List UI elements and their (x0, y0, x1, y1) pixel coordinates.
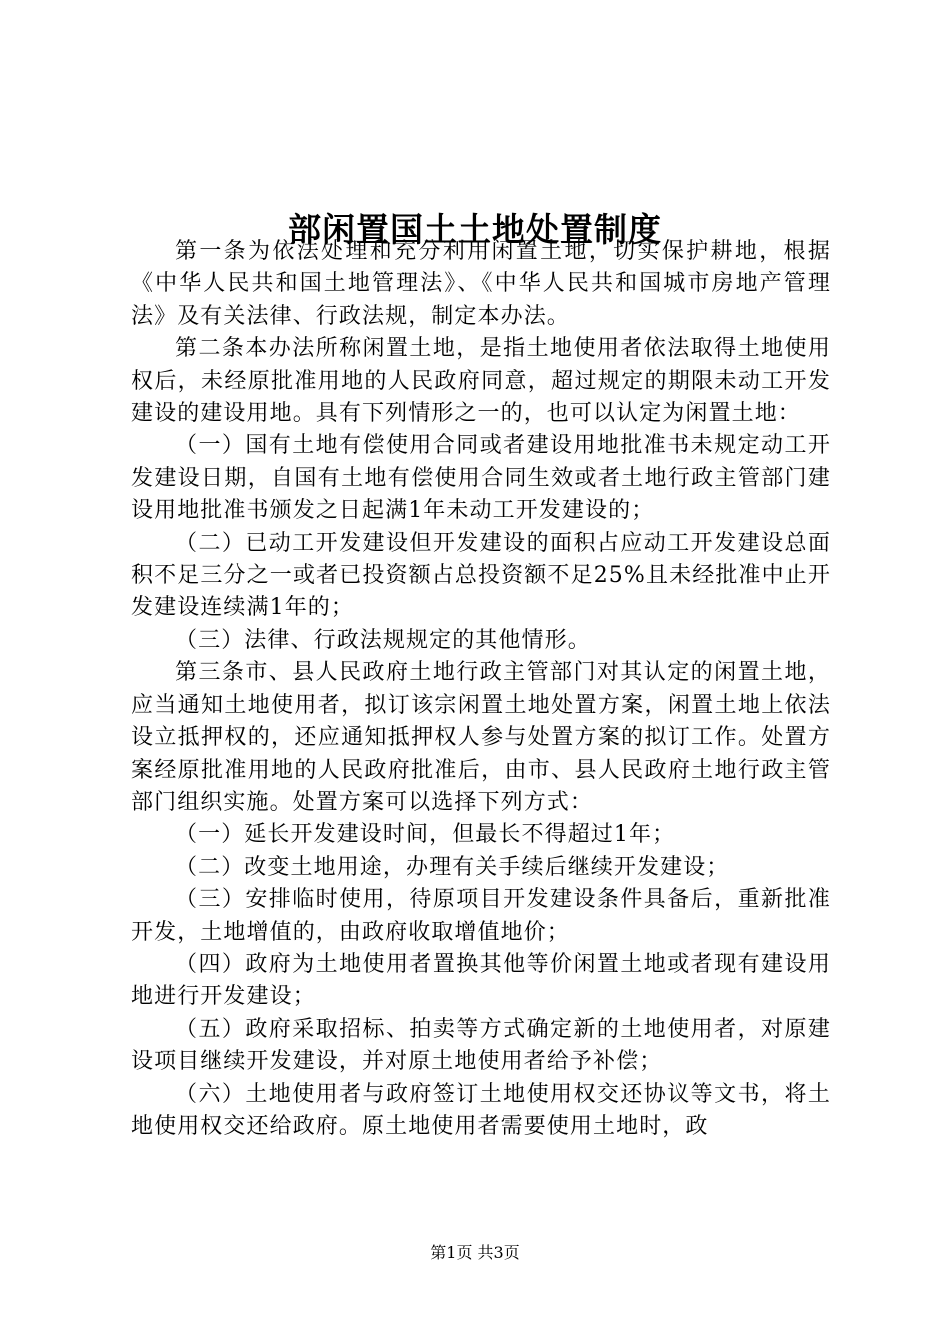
document-title: 部闲置国土土地处置制度 (288, 210, 662, 250)
paragraph: （四）政府为土地使用者置换其他等价闲置土地或者现有建设用地进行开发建设； (131, 951, 831, 1010)
page-footer: 第1页 共3页 (430, 1243, 520, 1262)
paragraph: （二）改变土地用途，办理有关手续后继续开发建设； (175, 854, 730, 880)
paragraph: 第二条本办法所称闲置土地，是指土地使用者依法取得土地使用权后，未经原批准用地的人民政府同意，超过规定的期限未动工开发建设的建设用地。具有下列情形之一的，也可以认定为闲置土地： (131, 336, 831, 427)
paragraph: （五）政府采取招标、拍卖等方式确定新的土地使用者，对原建设项目继续开发建设，并对原土地使用者给予补偿； (131, 1016, 831, 1075)
paragraph: （三）法律、行政法规规定的其他情形。 (175, 627, 591, 653)
paragraph: （一）延长开发建设时间，但最长不得超过1年； (175, 822, 676, 848)
paragraph: （一）国有土地有偿使用合同或者建设用地批准书未规定动工开发建设日期，自国有土地有偿使用合同生效或者土地行政主管部门建设用地批准书颁发之日起满1年未动工开发建设的； (131, 433, 831, 524)
paragraph: （三）安排临时使用，待原项目开发建设条件具备后，重新批准开发，土地增值的，由政府收取增值地价； (131, 887, 831, 945)
paragraph: （二）已动工开发建设但开发建设的面积占应动工开发建设总面积不足三分之一或者已投资额占总投资额不足25%且未经批准中止开发建设连续满1年的； (131, 530, 831, 621)
paragraph: 第三条市、县人民政府土地行政主管部门对其认定的闲置土地，应当通知土地使用者，拟订该宗闲置土地处置方案，闲置土地上依法设立抵押权的，还应通知抵押权人参与处置方案的拟订工作。处置方案经原批准用地的人民政府批准后，由市、县人民政府土地行政主管部门组织实施。处置方案可以选择下列方式： (131, 660, 831, 815)
paragraph: （六）土地使用者与政府签订土地使用权交还协议等文书，将土地使用权交还给政府。原土地使用者需要使用土地时，政 (131, 1081, 831, 1139)
paragraph: 第一条为依法处理和充分利用闲置土地，切实保护耕地，根据《中华人民共和国土地管理法》、《中华人民共和国城市房地产管理法》及有关法律、行政法规，制定本办法。 (131, 239, 831, 329)
document-body (131, 236, 831, 1143)
